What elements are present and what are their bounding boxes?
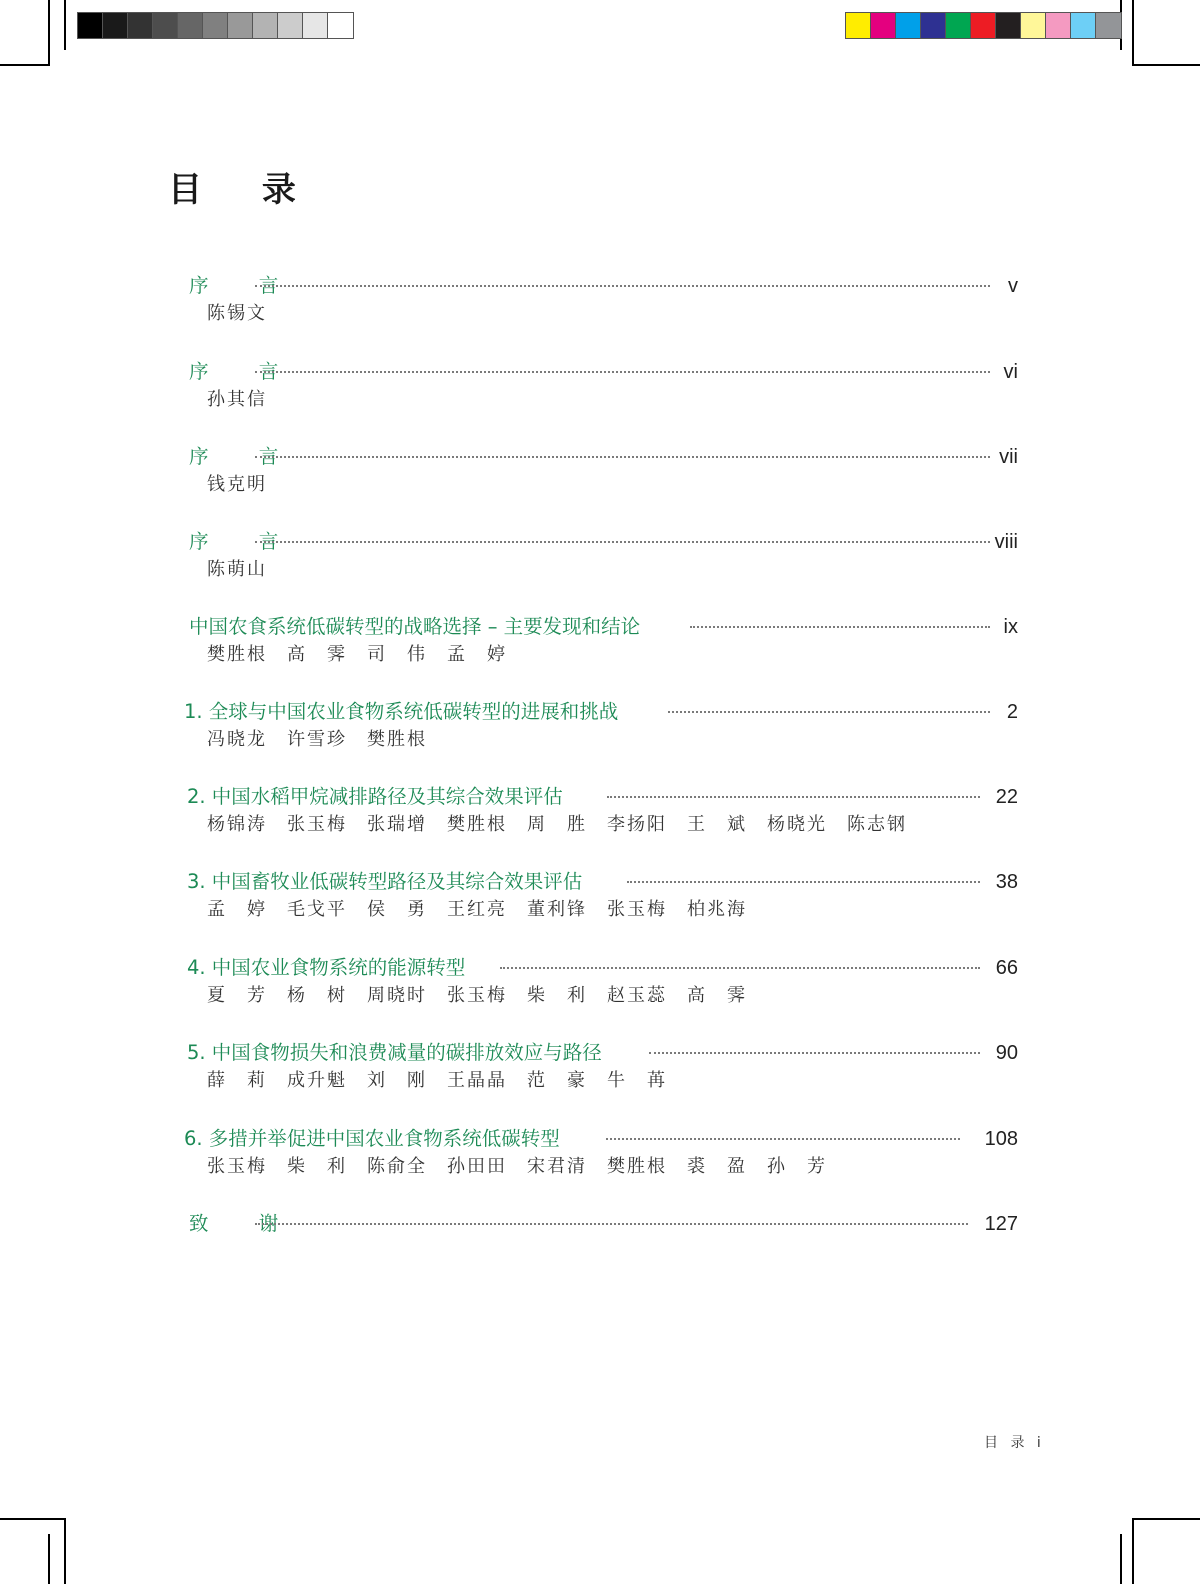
color-swatch	[896, 13, 921, 38]
toc-page-number: 22	[995, 786, 1018, 808]
gray-swatch	[128, 13, 153, 38]
toc-dot-leader	[255, 541, 990, 543]
toc-page-number: 38	[995, 871, 1018, 893]
toc-dot-leader	[627, 881, 980, 883]
toc-page-number: 66	[995, 957, 1018, 979]
gray-swatch	[153, 13, 178, 38]
toc-page-number: 90	[995, 1042, 1018, 1064]
toc-entry-authors: 冯晓龙 许雪珍 樊胜根	[207, 729, 427, 750]
toc-entry-title: 序 言	[189, 445, 301, 468]
toc-page-number: 127	[984, 1213, 1018, 1235]
toc-entry-title: 4. 中国农业食物系统的能源转型	[187, 956, 466, 979]
toc-entry-authors: 杨锦涛 张玉梅 张瑞增 樊胜根 周 胜 李扬阳 王 斌 杨晓光 陈志钢	[207, 814, 907, 835]
toc-entry-title: 序 言	[189, 530, 301, 553]
toc-dot-leader	[606, 1138, 960, 1140]
gray-swatch	[228, 13, 253, 38]
color-swatch	[1021, 13, 1046, 38]
gray-swatch	[278, 13, 303, 38]
toc-entry-title-line	[0, 1209, 1200, 1239]
toc-entry-title-line	[0, 697, 1200, 727]
color-swatch	[946, 13, 971, 38]
toc-dot-leader	[255, 285, 990, 287]
toc-entry-authors: 薛 莉 成升魁 刘 刚 王晶晶 范 豪 牛 苒	[207, 1070, 667, 1091]
toc-page-number: 2	[1006, 701, 1018, 723]
toc-entry-title-line	[0, 782, 1200, 812]
toc-entry-title: 6. 多措并举促进中国农业食物系统低碳转型	[184, 1127, 560, 1150]
toc-page-number: vi	[1003, 361, 1018, 383]
toc-dot-leader	[607, 796, 980, 798]
toc-dot-leader	[668, 711, 990, 713]
color-swatch	[1096, 13, 1121, 38]
color-swatch	[871, 13, 896, 38]
toc-entry-authors: 陈萌山	[207, 559, 267, 580]
toc-entry-title-line	[0, 357, 1200, 387]
color-swatch	[846, 13, 871, 38]
toc-entry-title-line	[0, 442, 1200, 472]
gray-swatch	[253, 13, 278, 38]
color-swatch	[921, 13, 946, 38]
color-swatch	[1046, 13, 1071, 38]
toc-entry-authors: 张玉梅 柴 利 陈俞全 孙田田 宋君清 樊胜根 裘 盈 孙 芳	[207, 1156, 827, 1177]
toc-entry-title-line	[0, 612, 1200, 642]
toc-entry-title-line	[0, 953, 1200, 983]
toc-page-number: 108	[984, 1128, 1018, 1150]
toc-entry-title: 序 言	[189, 274, 301, 297]
gray-swatch	[78, 13, 103, 38]
toc-entry-authors: 孙其信	[207, 389, 267, 410]
color-swatch	[1071, 13, 1096, 38]
toc-entry-title: 3. 中国畜牧业低碳转型路径及其综合效果评估	[187, 870, 583, 893]
toc-entry-title-line	[0, 1038, 1200, 1068]
toc-dot-leader	[690, 626, 990, 628]
toc-entry-title-line	[0, 867, 1200, 897]
toc-page-number: ix	[1003, 616, 1018, 638]
toc-dot-leader	[255, 1223, 968, 1225]
toc-dot-leader	[500, 967, 980, 969]
toc-entry-title: 1. 全球与中国农业食物系统低碳转型的进展和挑战	[184, 700, 619, 723]
toc-entry-title-line	[0, 527, 1200, 557]
toc-page-number: viii	[994, 531, 1018, 553]
toc-entry-authors: 樊胜根 高 霁 司 伟 孟 婷	[207, 644, 507, 665]
toc-entry-authors: 钱克明	[207, 474, 267, 495]
grayscale-color-bar	[77, 12, 354, 39]
toc-dot-leader	[649, 1052, 980, 1054]
toc-entry-authors: 陈锡文	[207, 303, 267, 324]
toc-entry-title-line	[0, 1124, 1200, 1154]
toc-page-number: v	[1008, 275, 1018, 297]
toc-entry-title: 序 言	[189, 360, 301, 383]
toc-dot-leader	[255, 371, 990, 373]
gray-swatch	[303, 13, 328, 38]
gray-swatch	[203, 13, 228, 38]
toc-dot-leader	[255, 456, 990, 458]
toc-entry-authors: 夏 芳 杨 树 周晓时 张玉梅 柴 利 赵玉蕊 高 霁	[207, 985, 747, 1006]
toc-page-number: vii	[999, 446, 1018, 468]
toc-entry-title: 5. 中国食物损失和浪费减量的碳排放效应与路径	[187, 1041, 602, 1064]
toc-entry-title: 致 谢	[189, 1212, 301, 1235]
toc-entry-title-line	[0, 271, 1200, 301]
page-title: 目 录	[168, 170, 320, 210]
gray-swatch	[103, 13, 128, 38]
toc-entry-title: 中国农食系统低碳转型的战略选择 – 主要发现和结论	[189, 615, 641, 638]
toc-entry-title: 2. 中国水稻甲烷减排路径及其综合效果评估	[187, 785, 563, 808]
toc-entry-authors: 孟 婷 毛戈平 侯 勇 王红亮 董利锋 张玉梅 柏兆海	[207, 899, 747, 920]
gray-swatch	[328, 13, 353, 38]
page-footer: 目 录 i	[984, 1435, 1045, 1451]
color-swatch	[971, 13, 996, 38]
process-color-bar	[845, 12, 1122, 39]
color-swatch	[996, 13, 1021, 38]
gray-swatch	[178, 13, 203, 38]
